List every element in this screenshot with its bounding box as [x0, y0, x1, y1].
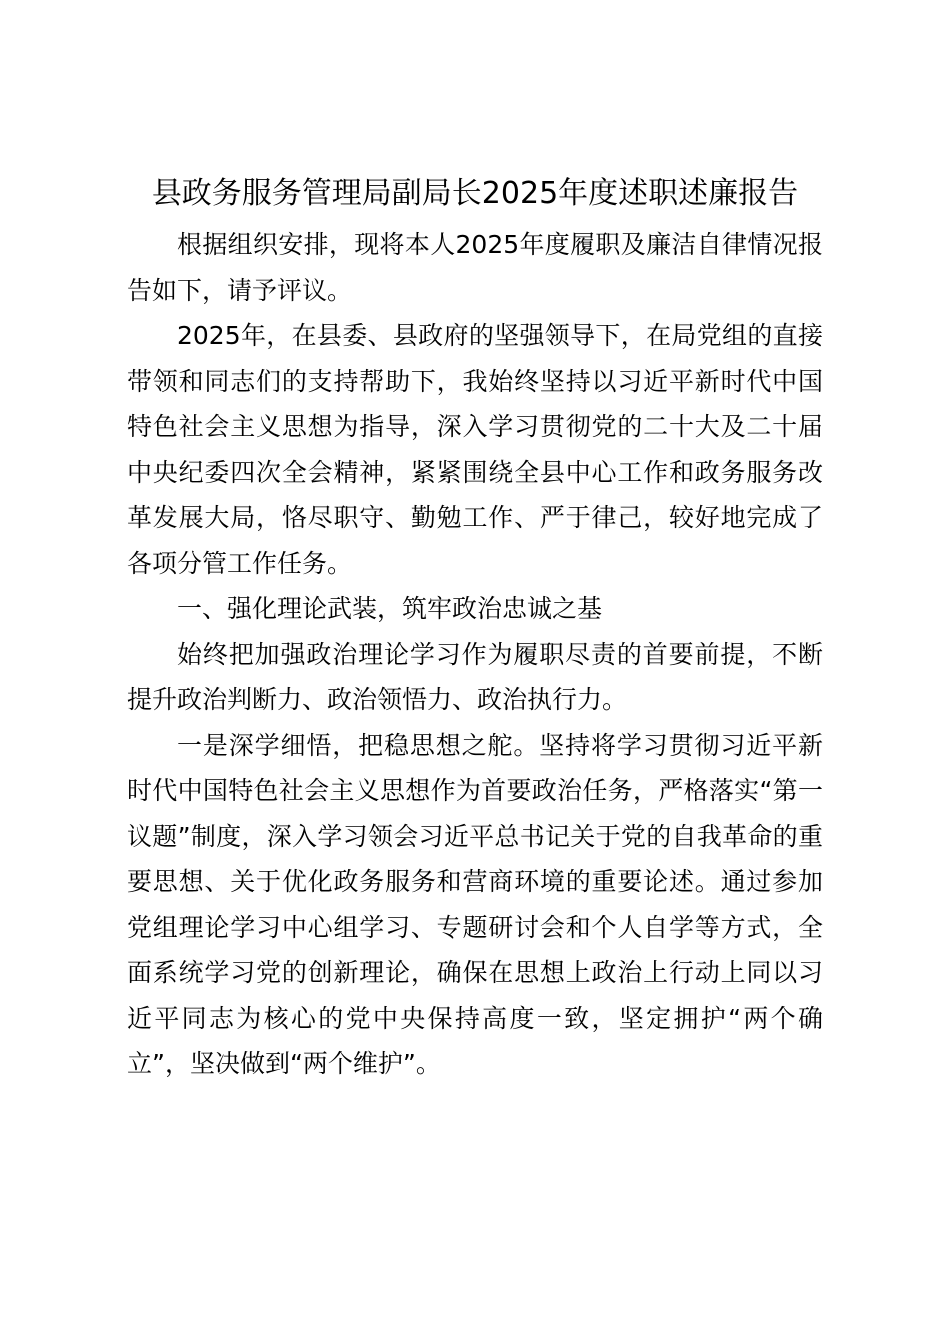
section-intro-paragraph: 始终把加强政治理论学习作为履职尽责的首要前提，不断提升政治判断力、政治领悟力、政治执行力。 — [127, 639, 823, 714]
section-heading-1: 一、强化理论武装，筑牢政治忠诚之基 — [177, 594, 603, 623]
document-body — [127, 168, 823, 1087]
document-title: 县政务服务管理局副局长2025年度述职述廉报告 — [151, 176, 799, 211]
section-point-paragraph: 一是深学细悟，把稳思想之舵。坚持将学习贯彻习近平新时代中国特色社会主义思想作为首要政治任务，严格落实“第一议题”制度，深入学习领会习近平总书记关于党的自我革命的重要思想、关于优化政务服务和营商环境的重要论述。通过参加党组理论学习中心组学习、专题研讨会和个人自学等方式，全面系统学习党的创新理论，确保在思想上政治上行动上同以习近平同志为核心的党中央保持高度一致，坚定拥护“两个确立”，坚决做到“两个维护”。 — [127, 730, 823, 1078]
opening-paragraph: 根据组织安排，现将本人2025年度履职及廉洁自律情况报告如下，请予评议。 — [127, 230, 823, 305]
overview-paragraph: 2025年，在县委、县政府的坚强领导下，在局党组的直接带领和同志们的支持帮助下，我始终坚持以习近平新时代中国特色社会主义思想为指导，深入学习贯彻党的二十大及二十届中央纪委四次全会精神，紧紧围绕全县中心工作和政务服务改革发展大局，恪尽职守、勤勉工作、严于律己，较好地完成了各项分管工作任务。 — [127, 321, 823, 578]
